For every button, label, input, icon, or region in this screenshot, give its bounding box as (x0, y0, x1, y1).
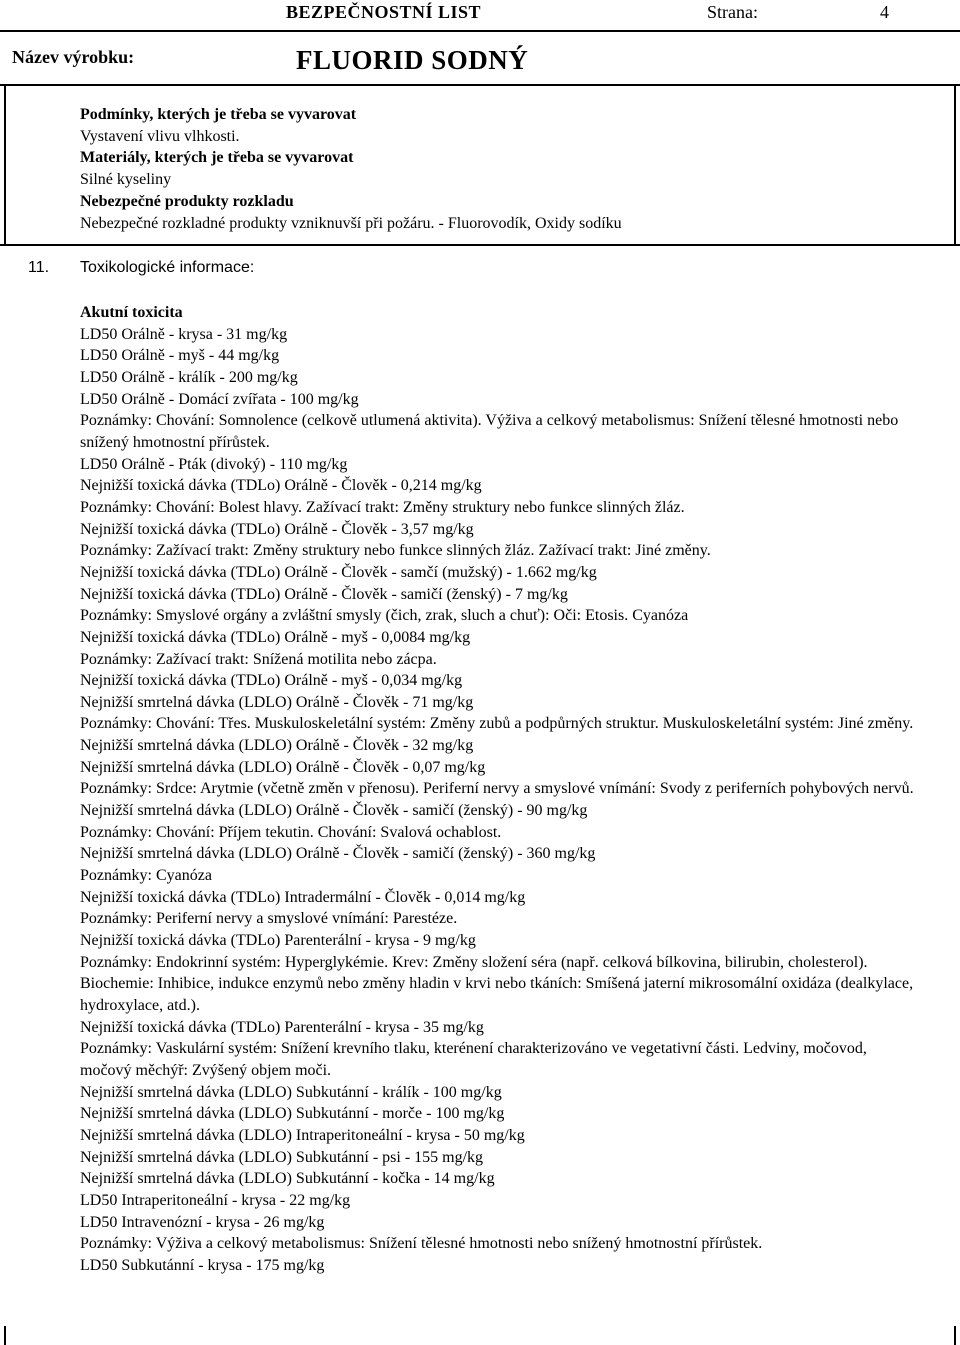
toxicity-line: Poznámky: Cyanóza (80, 867, 212, 885)
toxicity-line: Poznámky: Chování: Třes. Muskuloskeletální systém: Změny zubů a podpůrných struktur. Muskuloskeletální systém: Jiné změny. (80, 715, 914, 733)
toxicity-line: Nejnižší toxická dávka (TDLo) Parenterální - krysa - 35 mg/kg (80, 1018, 484, 1036)
toxicity-line: Nejnižší toxická dávka (TDLo) Parenterální - krysa - 9 mg/kg (80, 932, 476, 950)
page-label: Strana: (707, 2, 758, 22)
header-divider (0, 30, 960, 32)
toxicity-line: Poznámky: Periferní nervy a smyslové vnímání: Parestéze. (80, 910, 458, 928)
toxicity-line: Nejnižší smrtelná dávka (LDLO) Intraperitoneální - krysa - 50 mg/kg (80, 1126, 525, 1144)
toxicity-line: LD50 Orálně - králík - 200 mg/kg (80, 368, 298, 386)
toxicity-line: Nejnižší smrtelná dávka (LDLO) Subkutánní - morče - 100 mg/kg (80, 1105, 505, 1123)
toxicity-line: Nejnižší smrtelná dávka (LDLO) Subkutánní - kočka - 14 mg/kg (80, 1170, 495, 1188)
toxicity-line: Nejnižší smrtelná dávka (LDLO) Subkutánní - psi - 155 mg/kg (80, 1148, 484, 1166)
toxicity-line: Poznámky: Vaskulární systém: Snížení krevního tlaku, kterénení charakterizováno ve vegetativní části. Ledviny, močovod, močový měchýř: Zvýšený objem moči. (80, 1040, 867, 1079)
product-label: Název výrobku: (12, 47, 135, 67)
toxicity-line: Poznámky: Chování: Bolest hlavy. Zažívací trakt: Změny struktury nebo funkce slinných žláz. (80, 498, 685, 516)
section-title: Toxikologické informace: (80, 259, 255, 276)
toxicity-line: Nejnižší toxická dávka (TDLo) Orálně - myš - 0,0084 mg/kg (80, 628, 471, 646)
toxicity-line: Poznámky: Chování: Somnolence (celkově utlumená aktivita). Výživa a celkový metabolismus: Snížení tělesné hmotnosti nebo snížený hmotnostní přírůstek. (80, 412, 899, 451)
stability-line: Vystavení vlivu vlhkosti. (80, 127, 240, 145)
toxicity-line: LD50 Orálně - krysa - 31 mg/kg (80, 325, 288, 343)
stability-line: Nebezpečné produkty rozkladu (80, 192, 294, 210)
stability-line: Nebezpečné rozkladné produkty vzniknuvší při požáru. - Fluorovodík, Oxidy sodíku (80, 214, 622, 232)
stability-line: Podmínky, kterých je třeba se vyvarovat (80, 106, 357, 123)
toxicity-line: LD50 Orálně - Pták (divoký) - 110 mg/kg (80, 455, 348, 473)
product-name: FLUORID SODNÝ (296, 45, 529, 75)
toxicity-line: Poznámky: Zažívací trakt: Snížená motilita nebo zácpa. (80, 650, 437, 668)
toxicity-line: Nejnižší smrtelná dávka (LDLO) Orálně - Člověk - samičí (ženský) - 360 mg/kg (80, 845, 596, 863)
section-number: 11. (28, 259, 50, 276)
toxicity-line: Nejnižší toxická dávka (TDLo) Orálně - Člověk - 3,57 mg/kg (80, 520, 474, 538)
stability-line: Materiály, kterých je třeba se vyvarovat (80, 149, 354, 167)
toxicity-line: Nejnižší smrtelná dávka (LDLO) Orálně - Člověk - 71 mg/kg (80, 693, 474, 711)
frame-right-top (954, 84, 956, 244)
toxicity-block (80, 302, 915, 1277)
toxicity-line: Nejnižší smrtelná dávka (LDLO) Orálně - Člověk - samičí (ženský) - 90 mg/kg (80, 802, 588, 820)
toxicity-line: Poznámky: Smyslové orgány a zvláštní smysly (čich, zrak, sluch a chuť): Oči: Etosis. Cyanóza (80, 607, 689, 625)
frame-right-bottom (954, 1326, 956, 1345)
stability-line: Silné kyseliny (80, 171, 172, 189)
toxicity-line: LD50 Intraperitoneální - krysa - 22 mg/kg (80, 1191, 351, 1209)
toxicity-line: Nejnižší toxická dávka (TDLo) Orálně - Člověk - 0,214 mg/kg (80, 477, 482, 495)
frame-left-bottom (4, 1326, 6, 1345)
toxicity-lines (80, 324, 915, 1277)
toxicity-line: LD50 Orálně - myš - 44 mg/kg (80, 347, 280, 365)
frame-left-top (4, 84, 6, 244)
toxicity-line: Nejnižší toxická dávka (TDLo) Intradermální - Člověk - 0,014 mg/kg (80, 888, 526, 906)
section-divider (0, 244, 960, 246)
toxicity-line: Nejnižší smrtelná dávka (LDLO) Subkutánní - králík - 100 mg/kg (80, 1083, 502, 1101)
toxicity-line: Poznámky: Chování: Příjem tekutin. Chování: Svalová ochablost. (80, 823, 502, 841)
toxicity-line: Nejnižší smrtelná dávka (LDLO) Orálně - Člověk - 32 mg/kg (80, 737, 474, 755)
toxicity-line: Poznámky: Výživa a celkový metabolismus: Snížení tělesné hmotnosti nebo snížený hmotnostní přírůstek. (80, 1235, 763, 1253)
toxicity-line: Nejnižší toxická dávka (TDLo) Orálně - Člověk - samčí (mužský) - 1.662 mg/kg (80, 563, 597, 581)
toxicity-line: Nejnižší toxická dávka (TDLo) Orálně - Člověk - samičí (ženský) - 7 mg/kg (80, 585, 568, 603)
page-number: 4 (880, 2, 889, 22)
toxicity-line: Poznámky: Zažívací trakt: Změny struktury nebo funkce slinných žláz. Zažívací trakt: Jiné změny. (80, 542, 711, 560)
toxicity-line: Nejnižší smrtelná dávka (LDLO) Orálně - Člověk - 0,07 mg/kg (80, 758, 486, 776)
toxicity-line: LD50 Subkutánní - krysa - 175 mg/kg (80, 1256, 325, 1274)
document-title: BEZPEČNOSTNÍ LIST (286, 2, 482, 22)
toxicity-line: Nejnižší toxická dávka (TDLo) Orálně - myš - 0,034 mg/kg (80, 672, 463, 690)
toxicity-line: LD50 Intravenózní - krysa - 26 mg/kg (80, 1213, 325, 1231)
product-divider (0, 84, 960, 86)
stability-block (80, 104, 915, 234)
toxicity-subheading: Akutní toxicita (80, 304, 183, 321)
toxicity-line: LD50 Orálně - Domácí zvířata - 100 mg/kg (80, 390, 359, 408)
toxicity-line: Poznámky: Endokrinní systém: Hyperglykémie. Krev: Změny složení séra (např. celková bílkovina, bilirubin, cholesterol). Biochemie: Inhibice, indukce enzymů nebo změny hladin v krvi nebo tkáních: Smíšená jaterní mikrosomální oxidáza (dealkylace, hydroxylace, atd.). (80, 953, 914, 1014)
toxicity-line: Poznámky: Srdce: Arytmie (včetně změn v přenosu). Periferní nervy a smyslové vnímání: Svody z periferních pohybových nervů. (80, 780, 914, 798)
